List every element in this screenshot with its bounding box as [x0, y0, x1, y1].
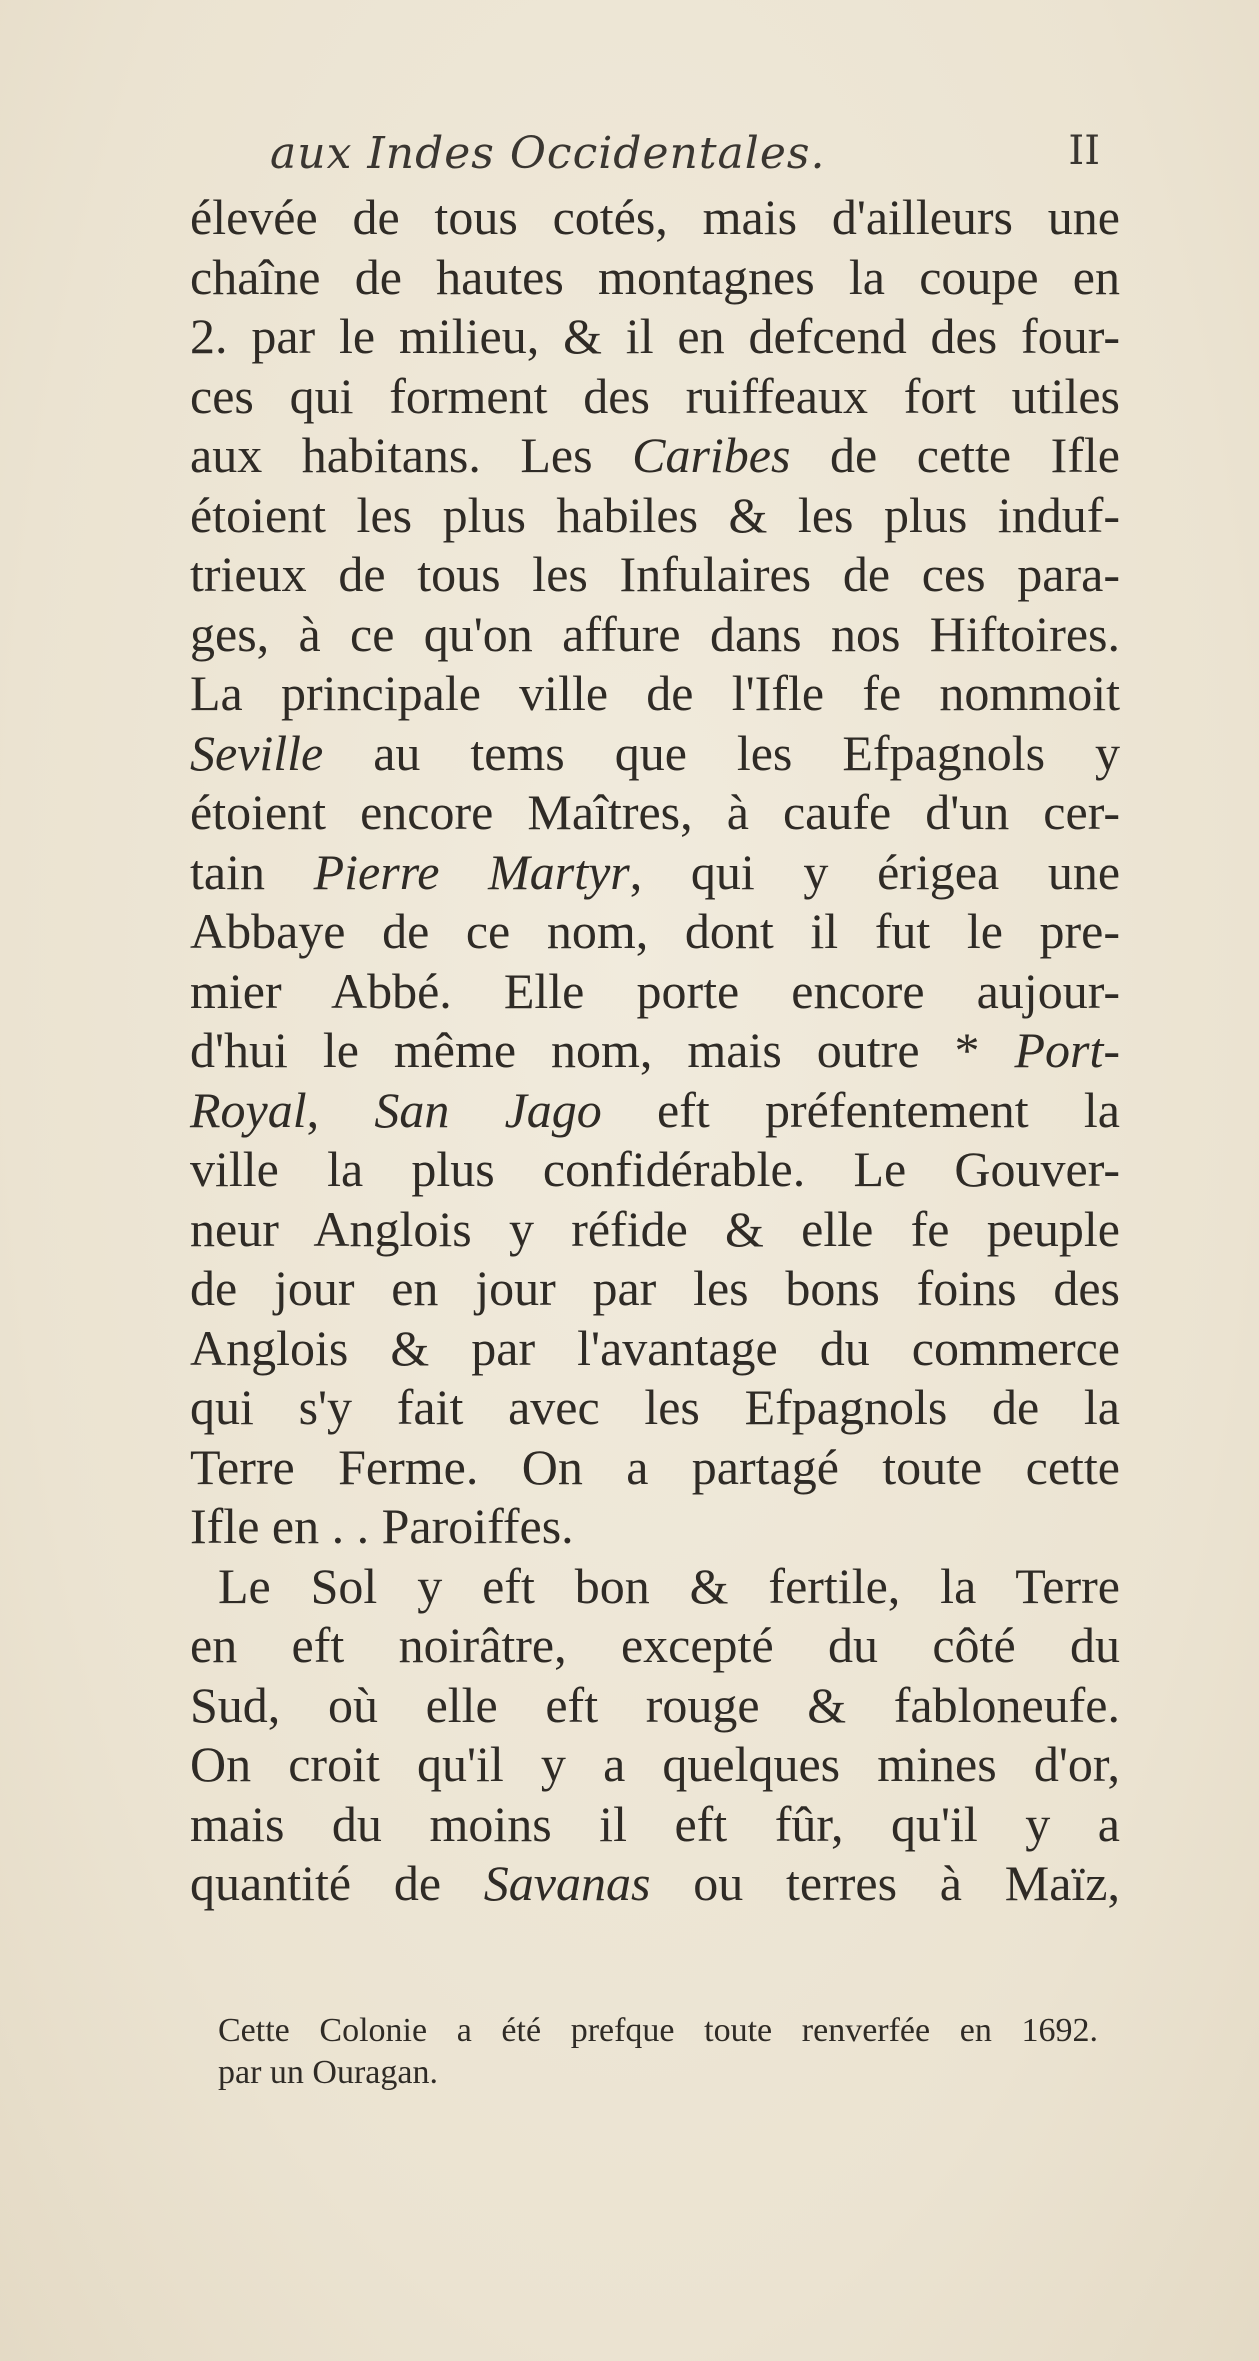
italic-name: Port- [1014, 1022, 1120, 1078]
text-segment: d'hui le même nom, mais outre * [190, 1022, 1015, 1078]
italic-name: Royal [190, 1081, 307, 1138]
text-line: ges, à ce qu'on affure dans nos Hiftoires. [190, 605, 1120, 662]
text-line: élevée de tous cotés, mais d'ailleurs une [190, 189, 1120, 245]
text-line: On croit qu'il y a quelques mines d'or, [190, 1736, 1120, 1792]
italic-name: Pierre Martyr [313, 843, 630, 900]
text-line [190, 724, 1120, 784]
text-line: Anglois & par l'avantage du commerce [190, 1319, 1120, 1376]
text-segment: tain [190, 843, 314, 900]
italic-name: Savanas [483, 1855, 651, 1911]
text-line [190, 1081, 1120, 1141]
text-line: La principale ville de l'Ifle fe nommoit [190, 665, 1120, 721]
text-segment: aux habitans. Les [190, 427, 633, 483]
italic-name: Caribes [632, 427, 791, 483]
text-segment: , [306, 1081, 375, 1138]
text-line: de jour en jour par les bons foins des [190, 1260, 1120, 1316]
text-line: mais du moins il eft fûr, qu'il y a [190, 1795, 1120, 1852]
text-segment: ou terres à Maïz, [650, 1855, 1120, 1911]
text-segment: quantité de [190, 1855, 484, 1911]
text-segment: au tems que les Efpagnols y [323, 724, 1120, 781]
italic-name: San Jago [374, 1081, 602, 1138]
text-line [190, 426, 1120, 486]
italic-name: Seville [190, 724, 324, 781]
text-line: Abbaye de ce nom, dont il fut le pre- [190, 903, 1120, 959]
text-line: étoient les plus habiles & les plus induf- [190, 486, 1120, 543]
page-number: II [1068, 128, 1100, 174]
text-line: en eft noirâtre, excepté du côté du [190, 1617, 1120, 1673]
text-line: étoient encore Maîtres, à caufe d'un cer- [190, 784, 1120, 840]
text-line: qui s'y fait avec les Efpagnols de la [190, 1379, 1120, 1435]
text-line: mier Abbé. Elle porte encore aujour- [190, 962, 1120, 1019]
text-line [190, 843, 1120, 903]
text-line: Sud, où elle eft rouge & fabloneufe. [190, 1676, 1120, 1733]
text-line [190, 1854, 1120, 1914]
text-line: ville la plus confidérable. Le Gouver- [190, 1141, 1120, 1197]
text-line: Le Sol y eft bon & fertile, la Terre [218, 1557, 1120, 1614]
text-line [190, 1021, 1120, 1081]
footnote-line: Cette Colonie a été prefque toute renverfée en 1692. [218, 2012, 1098, 2049]
text-line: Ifle en . . Paroiffes. [190, 1498, 574, 1554]
text-line: Terre Ferme. On a partagé toute cette [190, 1438, 1120, 1495]
footnote [218, 2010, 1098, 2094]
text-line: neur Anglois y réfide & elle fe peuple [190, 1200, 1120, 1257]
text-line: ces qui forment des ruiffeaux fort utiles [190, 367, 1120, 424]
text-line: 2. par le milieu, & il en defcend des four- [190, 308, 1120, 364]
text-line: trieux de tous les Infulaires de ces para- [190, 546, 1120, 602]
text-segment: , qui y érigea une [629, 843, 1121, 900]
text-segment: de cette Ifle [790, 427, 1120, 483]
running-title: aux Indes Occidentales. [270, 128, 826, 179]
footnote-line: par un Ouragan. [218, 2054, 438, 2091]
main-text [190, 188, 1120, 1914]
text-segment: eft préfentement la [601, 1081, 1120, 1138]
text-line: chaîne de hautes montagnes la coupe en [190, 248, 1120, 305]
